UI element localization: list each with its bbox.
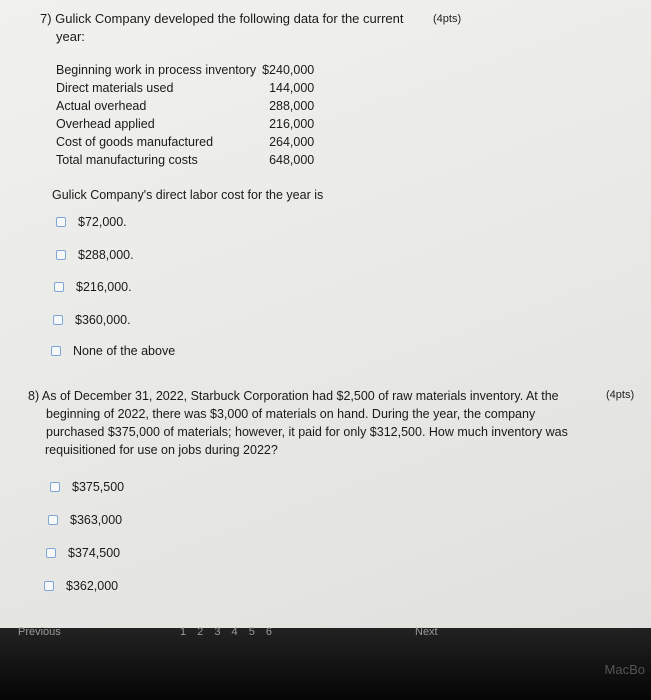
option-label: $363,000 bbox=[70, 513, 123, 527]
q8-line-4: requisitioned for use on jobs during 2022? bbox=[45, 443, 278, 457]
table-row bbox=[56, 133, 314, 151]
option-label: $288,000. bbox=[78, 248, 134, 262]
q7-question: Gulick Company's direct labor cost for the year is bbox=[52, 188, 324, 202]
q7-option-1[interactable] bbox=[56, 215, 127, 229]
q8-option-4[interactable] bbox=[44, 579, 118, 593]
row-value: 288,000 bbox=[269, 99, 315, 113]
q8-points: (4pts) bbox=[606, 389, 635, 401]
row-label: Overhead applied bbox=[56, 117, 155, 131]
option-label: $360,000. bbox=[75, 313, 131, 327]
q7-points: (4pts) bbox=[433, 13, 462, 25]
checkbox-icon[interactable] bbox=[54, 282, 64, 292]
table-row bbox=[56, 115, 314, 133]
table-row bbox=[56, 151, 314, 169]
device-brand-text: MacBo bbox=[604, 662, 645, 677]
checkbox-icon[interactable] bbox=[56, 217, 66, 227]
option-label: $374,500 bbox=[68, 546, 121, 560]
q8-line-1: 8) As of December 31, 2022, Starbuck Corporation had $2,500 of raw materials inventory. At the bbox=[28, 389, 559, 403]
table-row bbox=[56, 79, 314, 97]
checkbox-icon[interactable] bbox=[50, 482, 60, 492]
q8-line-2: beginning of 2022, there was $3,000 of materials on hand. During the year, the company bbox=[46, 407, 536, 421]
q7-title-cont: year: bbox=[56, 29, 85, 44]
table-row bbox=[56, 97, 314, 115]
next-link[interactable]: Next bbox=[415, 626, 438, 638]
row-label: Beginning work in process inventory bbox=[56, 63, 257, 77]
row-value: 264,000 bbox=[269, 135, 315, 149]
row-label: Cost of goods manufactured bbox=[56, 135, 214, 149]
option-label: $216,000. bbox=[76, 280, 132, 294]
option-label: None of the above bbox=[73, 344, 176, 358]
q8-option-3[interactable] bbox=[46, 546, 120, 560]
row-value: 216,000 bbox=[269, 117, 315, 131]
previous-link[interactable]: Previous bbox=[18, 626, 61, 638]
option-label: $72,000. bbox=[78, 215, 127, 229]
q7-title: 7) Gulick Company developed the following data for the current bbox=[40, 11, 404, 26]
row-value: 648,000 bbox=[269, 153, 315, 167]
option-label: $362,000 bbox=[66, 579, 119, 593]
q7-option-4[interactable] bbox=[53, 313, 131, 327]
checkbox-icon[interactable] bbox=[44, 581, 54, 591]
page-numbers[interactable]: 1 2 3 4 5 6 bbox=[180, 626, 276, 638]
checkbox-icon[interactable] bbox=[48, 515, 58, 525]
option-label: $375,500 bbox=[72, 480, 125, 494]
checkbox-icon[interactable] bbox=[46, 548, 56, 558]
row-label: Total manufacturing costs bbox=[56, 153, 198, 167]
q8-option-1[interactable] bbox=[50, 480, 124, 494]
table-row bbox=[56, 61, 314, 79]
row-label: Actual overhead bbox=[56, 99, 147, 113]
checkbox-icon[interactable] bbox=[53, 315, 63, 325]
q8-option-2[interactable] bbox=[48, 513, 122, 527]
row-value: $240,000 bbox=[262, 63, 315, 77]
row-value: 144,000 bbox=[269, 81, 315, 95]
footer-bar bbox=[0, 628, 651, 700]
row-label: Direct materials used bbox=[56, 81, 174, 95]
q7-option-3[interactable] bbox=[54, 280, 132, 294]
checkbox-icon[interactable] bbox=[56, 250, 66, 260]
q8-line-3: purchased $375,000 of materials; however, it paid for only $312,500. How much inventory was bbox=[46, 425, 568, 439]
q7-option-2[interactable] bbox=[56, 248, 134, 262]
checkbox-icon[interactable] bbox=[51, 346, 61, 356]
q7-option-5[interactable] bbox=[51, 344, 175, 358]
q7-data-table bbox=[56, 61, 314, 169]
